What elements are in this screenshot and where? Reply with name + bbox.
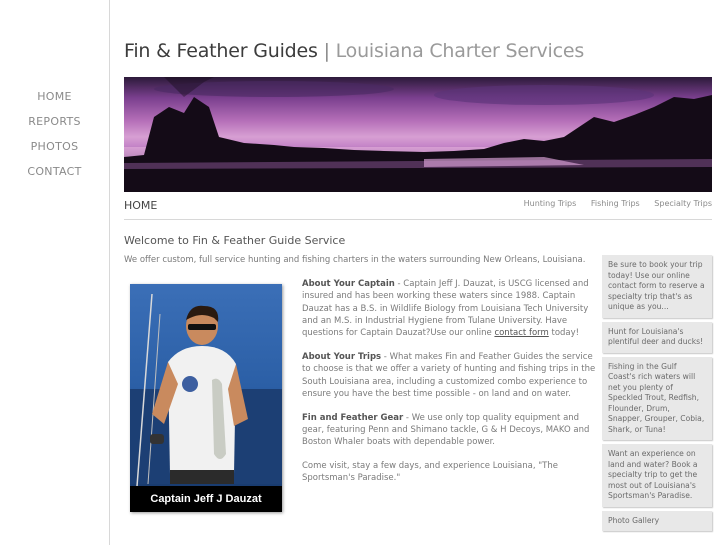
tab-hunting-trips[interactable]: Hunting Trips	[523, 199, 577, 208]
captain-heading: About Your Captain	[302, 279, 395, 289]
title-separator: |	[323, 40, 330, 62]
sunset-banner-image	[124, 77, 712, 192]
contact-form-link[interactable]: contact form	[494, 328, 549, 339]
nav-item-contact[interactable]: CONTACT	[27, 165, 82, 178]
intro-text: We offer custom, full service hunting and fishing charters in the waters surrounding New Orleans, Louisiana.	[124, 255, 586, 265]
breadcrumb: HOME	[124, 199, 158, 212]
promo-sidebar	[602, 255, 712, 535]
gear-paragraph	[302, 412, 598, 449]
nav-item-photos[interactable]: PHOTOS	[30, 140, 79, 153]
trips-text: - What makes Fin and Feather Guides the service to choose is that we offer a variety of hunting and fishing trips in the South Louisiana area, including a customized combo experience to ensure you have the best time possible - on land and on water.	[302, 351, 596, 399]
main-nav	[0, 90, 109, 190]
closing-paragraph: Come visit, stay a few days, and experience Louisiana, "The Sportsman's Paradise."	[302, 461, 558, 484]
article-body	[302, 278, 598, 496]
sub-navigation	[124, 193, 712, 220]
captain-paragraph	[302, 278, 598, 339]
photo-caption: Captain Jeff J Dauzat	[130, 486, 282, 512]
gear-heading: Fin and Feather Gear	[302, 412, 404, 423]
nav-item-home[interactable]: HOME	[37, 90, 72, 103]
trip-tabs	[512, 199, 712, 208]
trips-paragraph	[302, 351, 598, 400]
promo-box-hunting[interactable]: Hunt for Louisiana's plentiful deer and ducks!	[602, 322, 712, 353]
tab-fishing-trips[interactable]: Fishing Trips	[590, 199, 640, 208]
site-title	[124, 40, 584, 62]
left-sidebar	[0, 0, 110, 545]
site-subtitle: Louisiana Charter Services	[335, 40, 585, 62]
trips-heading: About Your Trips	[302, 351, 382, 362]
captain-text-end: today!	[548, 328, 580, 339]
welcome-heading: Welcome to Fin & Feather Guide Service	[124, 234, 346, 247]
tab-specialty-trips[interactable]: Specialty Trips	[654, 199, 712, 208]
captain-text: - Captain Jeff J. Dauzat, is USCG licensed and insured and has been working these waters since 1988. Captain Dauzat has a B.S. in Wildlife Biology from Louisiana Tech University and an M.S. in Industrial Hygiene from Tulane University. Have questions for Captain Dauzat?Use our online	[302, 279, 589, 339]
captain-photo	[130, 284, 282, 512]
gear-text: - We use only top quality equipment and gear, featuring Penn and Shimano tackle, G & H Decoys, MAKO and Boston Whaler boats with dependable power.	[302, 412, 590, 448]
site-title-main: Fin & Feather Guides	[124, 40, 318, 62]
promo-box-specialty[interactable]: Want an experience on land and water? Book a specialty trip to get the most out of Louisiana's Sportsman's Paradise.	[602, 444, 712, 507]
promo-box-fishing[interactable]: Fishing in the Gulf Coast's rich waters will net you plenty of Speckled Trout, Redfish, Flounder, Drum, Snapper, Grouper, Cobia, Shark, or Tuna!	[602, 357, 712, 441]
nav-item-reports[interactable]: REPORTS	[28, 115, 81, 128]
promo-box-booking[interactable]: Be sure to book your trip today! Use our online contact form to reserve a specialty trip that's as unique as you...	[602, 255, 712, 318]
promo-box-photo-gallery[interactable]: Photo Gallery	[602, 511, 712, 532]
